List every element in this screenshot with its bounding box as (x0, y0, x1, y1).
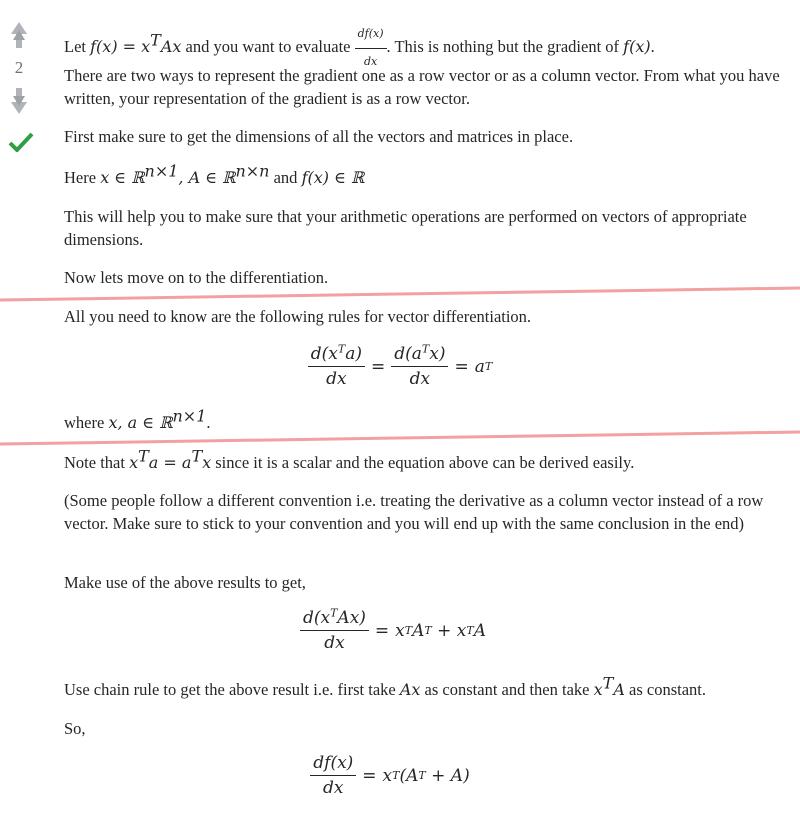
equation-1: $\frac{d(x^Ta)}{dx}$ = $\frac{d(a^Tx)}{dx}$ = a T (0, 344, 800, 389)
paragraph-3: First make sure to get the dimensions of all the vectors and matrices in place. (64, 127, 574, 146)
paragraph-2: There are two ways to represent the gradient one as a row vector or as a column vector. From what you have written, your representation of the gradient is as a row vector. (64, 66, 780, 108)
paragraph-7: All you need to know are the following rules for vector differentiation. (64, 307, 532, 326)
paragraph-11: Make use of the above results to get, (64, 573, 306, 592)
paragraph-4: Here x ∈ ℝ$^{n\times 1}$, A ∈ ℝ$^{n\times n}$ and f(x) ∈ ℝ (64, 161, 365, 187)
vote-count: 2 (14, 58, 24, 77)
paragraph-12: Use chain rule to get the above result i.e. first take Ax as constant and then take $x^TA$ as constant. (64, 673, 706, 699)
equation-3: $\frac{df(x)}{dx}$ = x T (A T + A) (0, 753, 800, 798)
paragraph-8: where x, a ∈ ℝ$^{n\times 1}$. (64, 406, 211, 432)
equation-2: $\frac{d(x^TAx)}{dx}$ = x T A T + x T A (0, 608, 800, 653)
paragraph-6: Now lets move on to the differentiation. (64, 268, 329, 287)
paragraph-5: This will help you to make sure that your arithmetic operations are performed on vectors of appropriate dimensions. (64, 207, 747, 249)
paragraph-1: Let $f(x) = x^TAx$ and you want to evaluate $\frac{df(x)}{dx}$ . This is nothing but the gradient of f(x). (64, 23, 792, 73)
paragraph-13: So, (64, 719, 86, 738)
paragraph-10: (Some people follow a different convention i.e. treating the derivative as a column vector instead of a row vector. Make sure to stick to your convention and you will end up with the same conclusion in the end) (64, 491, 764, 533)
paragraph-9: Note that $x^Ta = a^Tx$ since it is a scalar and the equation above can be derived easily. (64, 446, 635, 472)
